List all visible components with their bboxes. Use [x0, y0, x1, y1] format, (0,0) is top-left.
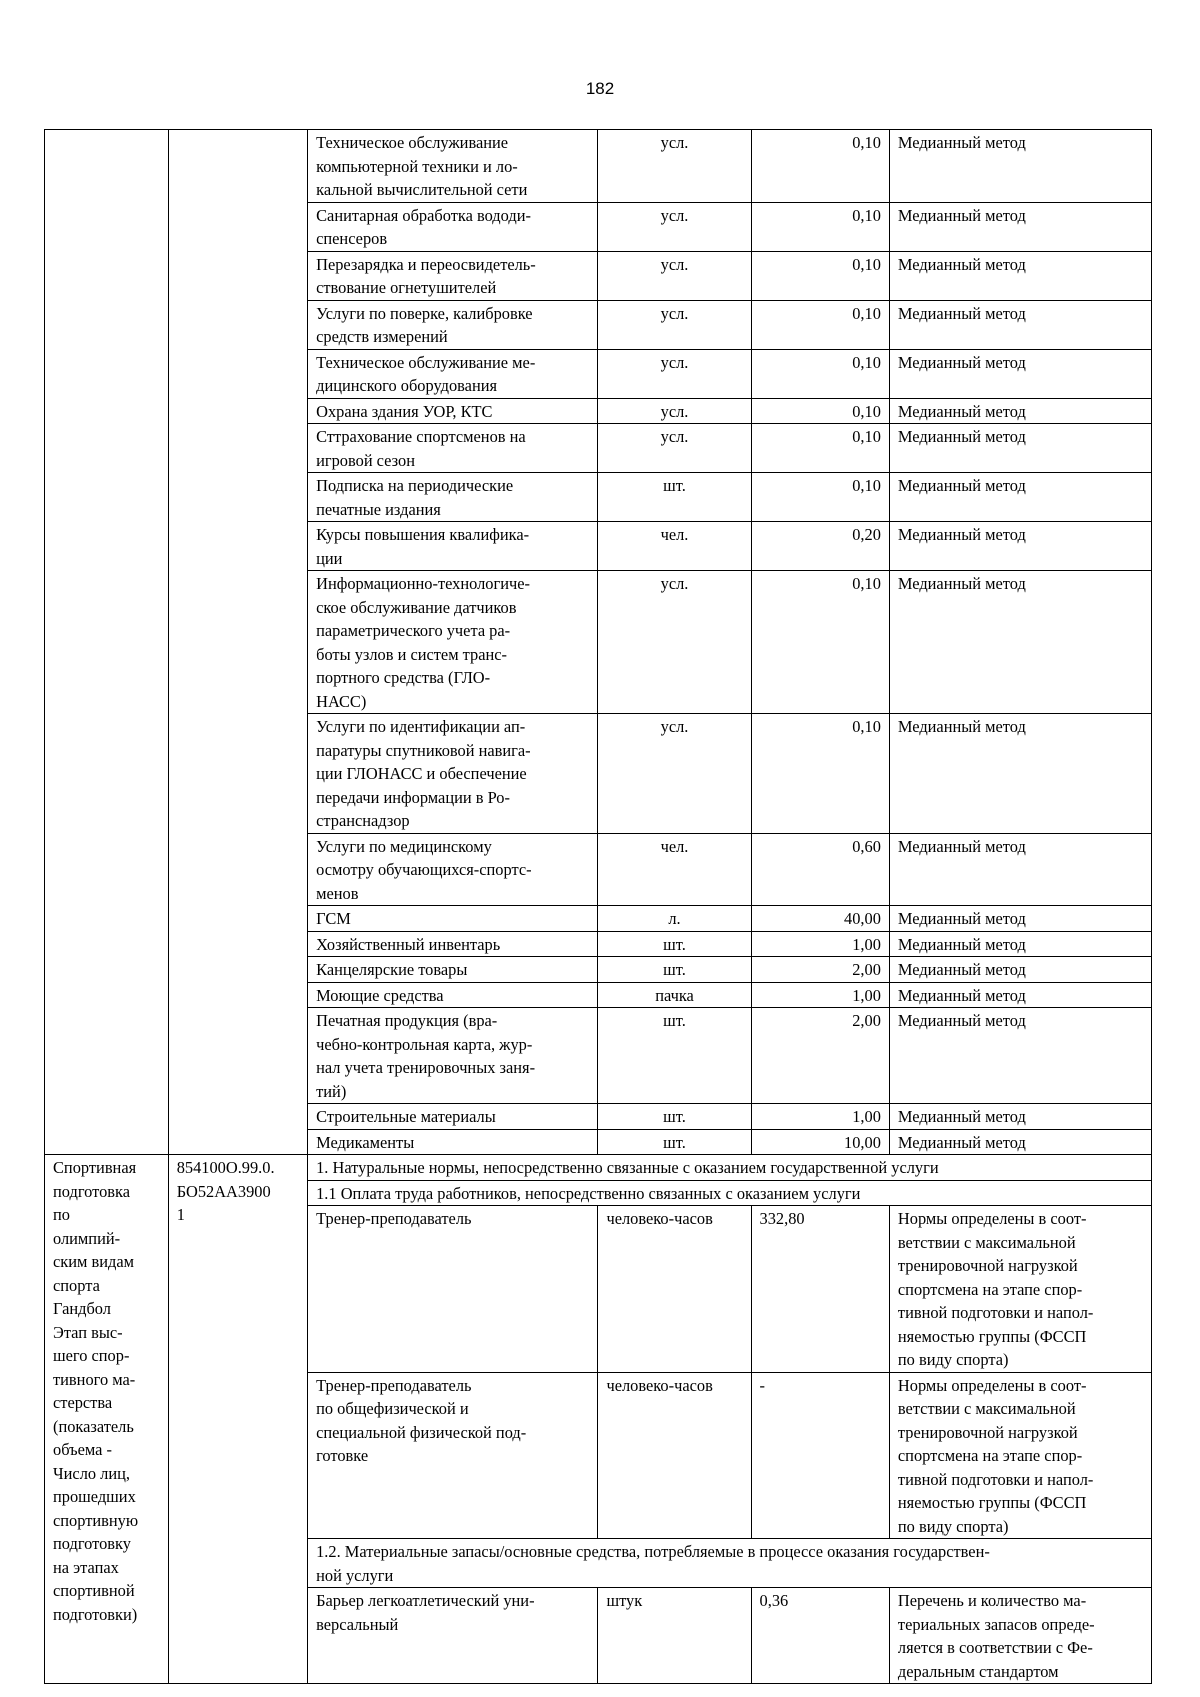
method-cell-line: деральным стандартом	[897, 1661, 1059, 1681]
item-name-line: Курсы повышения квалифика-	[316, 525, 530, 544]
item-name-line: Услуги по идентификации ап-	[316, 717, 526, 736]
item-name-line: НАСС)	[316, 691, 367, 711]
service-category-cell-line: Этап выс-	[53, 1322, 123, 1342]
service-code-cell-line: 1	[176, 1205, 185, 1224]
method-cell-line: тивной подготовки и напол-	[897, 1303, 1094, 1322]
item-name-line: Строительные материалы	[316, 1107, 496, 1126]
item-name	[308, 906, 598, 932]
service-category-cell-line: подготовки)	[53, 1604, 138, 1624]
service-category-cell-line: Гандбол	[53, 1299, 111, 1318]
value-cell: 0,10	[751, 424, 889, 473]
item-name-line: параметрического учета ра-	[316, 621, 511, 640]
item-name-line: ции ГЛОНАСС и обеспечение	[316, 764, 527, 783]
unit-cell: человеко-часов	[598, 1206, 751, 1373]
service-category-cell-line: Спортивная	[53, 1158, 137, 1177]
value-cell: 2,00	[751, 957, 889, 983]
unit-cell: штук	[598, 1588, 751, 1684]
service-category-cell-line: (показатель	[53, 1416, 134, 1436]
item-name-line: Информационно-технологиче-	[316, 574, 530, 593]
unit-cell: шт.	[598, 931, 751, 957]
item-name-line: странснадзор	[316, 811, 410, 830]
staff-name-line: Тренер-преподаватель	[316, 1375, 472, 1395]
blank-code-cell	[168, 130, 307, 1155]
value-cell: 1,00	[751, 931, 889, 957]
item-name-line: Моющие средства	[316, 985, 444, 1005]
item-name	[308, 833, 598, 906]
value-cell: 0,10	[751, 349, 889, 398]
method-cell: Медианный метод	[889, 424, 1151, 473]
item-name-line: паратуры спутниковой навига-	[316, 740, 531, 760]
service-category-cell-line: спорта	[53, 1275, 100, 1295]
item-name-line: компьютерной техники и ло-	[316, 156, 518, 176]
method-cell-line: ляется в соответствии с Фе-	[897, 1638, 1093, 1657]
method-cell: Медианный метод	[889, 130, 1151, 203]
item-name-line: Услуги по медицинскому	[316, 836, 492, 856]
method-cell: Медианный метод	[889, 957, 1151, 983]
service-category-cell-line: спортивной	[53, 1581, 135, 1600]
service-category-cell-line: стерства	[53, 1393, 113, 1412]
item-name	[308, 571, 598, 714]
method-cell: Медианный метод	[889, 1129, 1151, 1155]
unit-cell: человеко-часов	[598, 1372, 751, 1539]
method-cell-line: няемостью группы (ФССП	[897, 1326, 1087, 1346]
method-cell: Медианный метод	[889, 202, 1151, 251]
method-cell: Медианный метод	[889, 522, 1151, 571]
method-cell-line: по виду спорта)	[897, 1516, 1009, 1536]
item-name-line: ствование огнетушителей	[316, 278, 497, 297]
unit-cell: усл.	[598, 202, 751, 251]
method-cell-line: Нормы определены в соот-	[897, 1375, 1087, 1395]
page-number: 182	[585, 79, 615, 98]
item-name-line: нал учета тренировочных заня-	[316, 1058, 536, 1077]
value-cell: 332,80	[751, 1206, 889, 1373]
service-category-cell-line: шего спор-	[53, 1346, 130, 1365]
item-name	[308, 1104, 598, 1130]
unit-cell: усл.	[598, 300, 751, 349]
item-name-line: Сттрахование спортсменов на	[316, 427, 526, 446]
unit-cell: шт.	[598, 957, 751, 983]
unit-cell: усл.	[598, 251, 751, 300]
item-name-line: Канцелярские товары	[316, 960, 468, 979]
service-category-cell-line: Число лиц,	[53, 1463, 130, 1483]
value-cell: 0,10	[751, 398, 889, 424]
item-name-line: спенсеров	[316, 229, 388, 248]
item-name	[308, 473, 598, 522]
material-name	[308, 1588, 598, 1684]
item-name-line: Охрана здания УОР, КТС	[316, 401, 493, 421]
item-name-line: дицинского оборудования	[316, 376, 498, 395]
service-category-cell-line: объема -	[53, 1440, 112, 1459]
value-cell: 1,00	[751, 1104, 889, 1130]
material-name-line: версальный	[316, 1614, 399, 1634]
service-category-cell-line: прошедших	[53, 1487, 136, 1506]
item-name	[308, 1008, 598, 1104]
item-name	[308, 522, 598, 571]
method-cell: Медианный метод	[889, 714, 1151, 834]
section-heading-1-2	[308, 1539, 1152, 1588]
method-cell-line: териальных запасов опреде-	[897, 1614, 1095, 1634]
method-cell-line: ветствии с максимальной	[897, 1399, 1076, 1418]
service-category-cell-line: подготовка	[53, 1181, 130, 1201]
item-name-line: Хозяйственный инвентарь	[316, 934, 501, 954]
method-cell-line: тивной подготовки и напол-	[897, 1469, 1094, 1489]
unit-cell: шт.	[598, 473, 751, 522]
item-name	[308, 957, 598, 983]
item-name-line: Перезарядка и переосвидетель-	[316, 254, 536, 274]
item-name-line: Медикаменты	[316, 1132, 415, 1152]
method-cell: Медианный метод	[889, 300, 1151, 349]
item-name	[308, 251, 598, 300]
method-cell-line: по виду спорта)	[897, 1350, 1009, 1369]
staff-name-line: по общефизической и	[316, 1399, 469, 1418]
item-name-line: Услуги по поверке, калибровке	[316, 303, 533, 323]
method-cell-line: ветствии с максимальной	[897, 1232, 1076, 1252]
item-name-line: портного средства (ГЛО-	[316, 668, 491, 687]
item-name-line: средств измерений	[316, 327, 448, 346]
value-cell: 0,10	[751, 251, 889, 300]
blank-category-cell	[45, 130, 169, 1155]
method-cell-line: Перечень и количество ма-	[897, 1591, 1087, 1610]
item-name	[308, 982, 598, 1008]
item-name-line: Техническое обслуживание	[316, 133, 509, 152]
method-cell: Медианный метод	[889, 251, 1151, 300]
method-cell-line: Нормы определены в соот-	[897, 1209, 1087, 1228]
unit-cell: шт.	[598, 1104, 751, 1130]
value-cell: 0,10	[751, 202, 889, 251]
method-cell: Медианный метод	[889, 1008, 1151, 1104]
item-name-line: тий)	[316, 1081, 347, 1101]
value-cell: 2,00	[751, 1008, 889, 1104]
norms-table-body	[45, 130, 1152, 1684]
service-category-cell-line: по	[53, 1205, 70, 1224]
unit-cell: чел.	[598, 522, 751, 571]
service-category-cell-line: подготовку	[53, 1534, 131, 1553]
method-cell-line: няемостью группы (ФССП	[897, 1493, 1087, 1512]
value-cell: 40,00	[751, 906, 889, 932]
item-name-line: кальной вычислительной сети	[316, 180, 528, 199]
item-name-line: ГСМ	[316, 909, 351, 928]
item-name-line: Техническое обслуживание ме-	[316, 352, 536, 372]
service-code-cell	[168, 1155, 307, 1684]
section-heading-1-2-line: ной услуги	[316, 1565, 394, 1585]
staff-name	[308, 1372, 598, 1539]
value-cell: 0,10	[751, 300, 889, 349]
method-cell: Медианный метод	[889, 833, 1151, 906]
unit-cell: усл.	[598, 398, 751, 424]
section-heading-1-2-line: 1.2. Материальные запасы/основные средства, потребляемые в процессе оказания государствен-	[316, 1542, 990, 1561]
item-name	[308, 349, 598, 398]
unit-cell: усл.	[598, 571, 751, 714]
service-category-cell-line: олимпий-	[53, 1228, 121, 1248]
service-category-cell	[45, 1155, 169, 1684]
method-cell: Медианный метод	[889, 398, 1151, 424]
unit-cell: шт.	[598, 1129, 751, 1155]
staff-name-line: готовке	[316, 1446, 369, 1465]
staff-name	[308, 1206, 598, 1373]
staff-name-line: специальной физической под-	[316, 1422, 527, 1442]
unit-cell: пачка	[598, 982, 751, 1008]
item-name	[308, 398, 598, 424]
service-category-cell-line: спортивную	[53, 1510, 139, 1530]
section-heading-row	[45, 1155, 1152, 1181]
unit-cell: усл.	[598, 714, 751, 834]
table-row	[45, 130, 1152, 203]
unit-cell: шт.	[598, 1008, 751, 1104]
unit-cell: усл.	[598, 130, 751, 203]
item-name-line: боты узлов и систем транс-	[316, 644, 508, 664]
method-cell-line: тренировочной нагрузкой	[897, 1422, 1078, 1442]
method-cell-line: тренировочной нагрузкой	[897, 1256, 1078, 1275]
service-code-cell-line: 854100О.99.0.	[176, 1158, 275, 1177]
section-heading-1-1: 1.1 Оплата труда работников, непосредственно связанных с оказанием услуги	[308, 1180, 1152, 1206]
method-cell: Медианный метод	[889, 931, 1151, 957]
service-code-cell-line: БО52АА3900	[176, 1181, 271, 1201]
item-name-line: печатные издания	[316, 499, 441, 519]
method-cell: Медианный метод	[889, 982, 1151, 1008]
service-category-cell-line: ским видам	[53, 1252, 134, 1271]
value-cell: 0,20	[751, 522, 889, 571]
method-cell	[889, 1588, 1151, 1684]
value-cell: 0,10	[751, 571, 889, 714]
item-name-line: осмотру обучающихся-спортс-	[316, 860, 532, 879]
value-cell: 0,10	[751, 473, 889, 522]
staff-name-line: Тренер-преподаватель	[316, 1209, 472, 1228]
unit-cell: л.	[598, 906, 751, 932]
item-name-line: Подписка на периодические	[316, 476, 514, 495]
item-name-line: чебно-контрольная карта, жур-	[316, 1034, 533, 1054]
item-name	[308, 300, 598, 349]
section-heading-1: 1. Натуральные нормы, непосредственно связанные с оказанием государственной услуги	[308, 1155, 1152, 1181]
item-name-line: передачи информации в Ро-	[316, 787, 510, 807]
item-name	[308, 202, 598, 251]
value-cell: 1,00	[751, 982, 889, 1008]
item-name-line: Печатная продукция (вра-	[316, 1011, 498, 1030]
item-name-line: ское обслуживание датчиков	[316, 597, 517, 617]
method-cell	[889, 1206, 1151, 1373]
unit-cell: усл.	[598, 349, 751, 398]
value-cell: -	[751, 1372, 889, 1539]
method-cell-line: спортсмена на этапе спор-	[897, 1279, 1083, 1299]
item-name	[308, 714, 598, 834]
unit-cell: усл.	[598, 424, 751, 473]
item-name-line: игровой сезон	[316, 450, 415, 470]
unit-cell: чел.	[598, 833, 751, 906]
item-name	[308, 931, 598, 957]
item-name-line: менов	[316, 883, 359, 903]
norms-table	[44, 129, 1152, 1684]
method-cell-line: спортсмена на этапе спор-	[897, 1446, 1083, 1465]
method-cell: Медианный метод	[889, 906, 1151, 932]
value-cell: 0,10	[751, 130, 889, 203]
method-cell	[889, 1372, 1151, 1539]
method-cell: Медианный метод	[889, 473, 1151, 522]
value-cell: 0,36	[751, 1588, 889, 1684]
method-cell: Медианный метод	[889, 571, 1151, 714]
service-category-cell-line: на этапах	[53, 1557, 119, 1577]
method-cell: Медианный метод	[889, 349, 1151, 398]
method-cell: Медианный метод	[889, 1104, 1151, 1130]
item-name	[308, 1129, 598, 1155]
item-name	[308, 130, 598, 203]
value-cell: 0,60	[751, 833, 889, 906]
service-category-cell-line: тивного ма-	[53, 1369, 136, 1389]
value-cell: 0,10	[751, 714, 889, 834]
material-name-line: Барьер легкоатлетический уни-	[316, 1591, 535, 1610]
value-cell: 10,00	[751, 1129, 889, 1155]
item-name-line: Санитарная обработка вододи-	[316, 205, 531, 225]
item-name	[308, 424, 598, 473]
item-name-line: ции	[316, 548, 343, 568]
